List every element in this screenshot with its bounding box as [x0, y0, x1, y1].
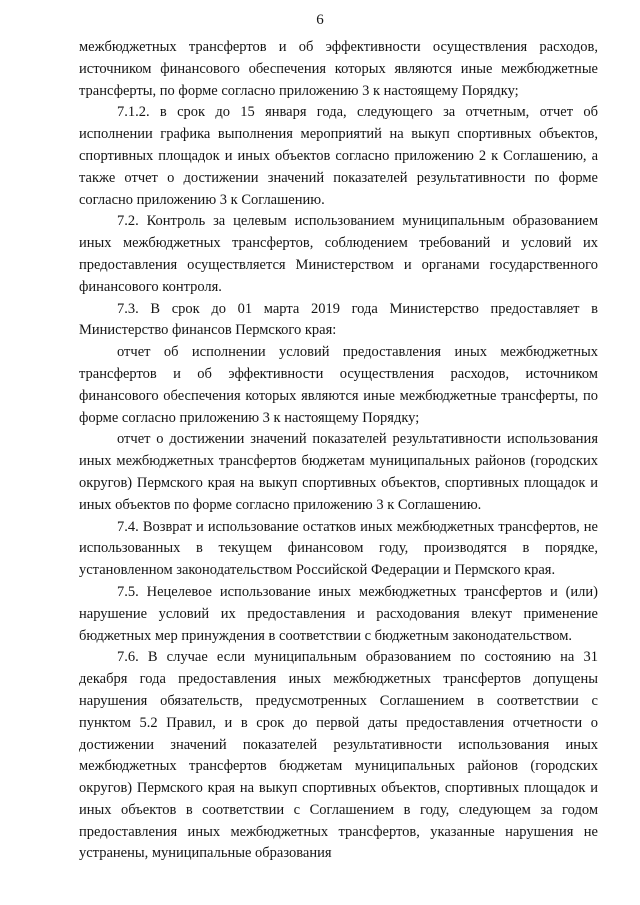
paragraph-7-6: 7.6. В случае если муниципальным образованием по состоянию на 31 декабря года предоставления иных межбюджетных трансфертов допущены нарушения обязательств, предусмотренных Соглашением в соответствии с пунктом 5.2 Правил, и в срок до первой даты предоставления отчетности о достижении значений показателей результативности использования иных межбюджетных трансфертов бюджетам муниципальных районов (городских округов) Пермского края на выкуп спортивных объектов, спортивных площадок и иных объектов в соответствии с Соглашением в году, следующем за годом предоставления иных межбюджетных трансфертов, указанные нарушения не устранены, муниципальные образования [79, 649, 598, 862]
paragraph-continuation: межбюджетных трансфертов и об эффективности осуществления расходов, источником финансового обеспечения которых являются иные межбюджетные трансферты, по форме согласно приложению 3 к настоящему Порядку; [79, 39, 598, 99]
page-number: 6 [316, 12, 324, 28]
paragraph-7-3-report-indicators: отчет о достижении значений показателей результативности использования иных межбюджетных трансфертов бюджетам муниципальных районов (городских округов) Пермского края на выкуп спортивных объектов, спортивных площадок и иных объектов по форме согласно приложению 3 к Соглашению. [79, 431, 598, 513]
paragraph-7-3-report-conditions: отчет об исполнении условий предоставления иных межбюджетных трансфертов и об эффективности осуществления расходов, источником финансового обеспечения которых являются иные межбюджетные трансферты, по форме согласно приложению 3 к настоящему Порядку; [79, 344, 598, 426]
paragraph-7-3: 7.3. В срок до 01 марта 2019 года Министерство предоставляет в Министерство финансов Пермского края: [79, 300, 598, 339]
paragraph-7-1-2: 7.1.2. в срок до 15 января года, следующего за отчетным, отчет об исполнении графика выполнения мероприятий на выкуп спортивных объектов, спортивных площадок и иных объектов согласно приложению 2 к Соглашению, а также отчет о достижении значений показателей результативности по форме согласно приложению 3 к Соглашению. [79, 104, 598, 208]
paragraph-7-5: 7.5. Нецелевое использование иных межбюджетных трансфертов и (или) нарушение условий их предоставления и расходования влекут применение бюджетных мер принуждения в соответствии с бюджетным законодательством. [79, 583, 598, 644]
paragraph-7-4: 7.4. Возврат и использование остатков иных межбюджетных трансфертов, не использованных в текущем финансовом году, производятся в порядке, установленном законодательством Российской Федерации и Пермского края. [79, 518, 598, 579]
document-body [79, 37, 598, 865]
paragraph-7-2: 7.2. Контроль за целевым использованием муниципальным образованием иных межбюджетных трансфертов, соблюдением требований и условий их предоставления осуществляется Министерством и органами государственного финансового контроля. [79, 213, 598, 295]
